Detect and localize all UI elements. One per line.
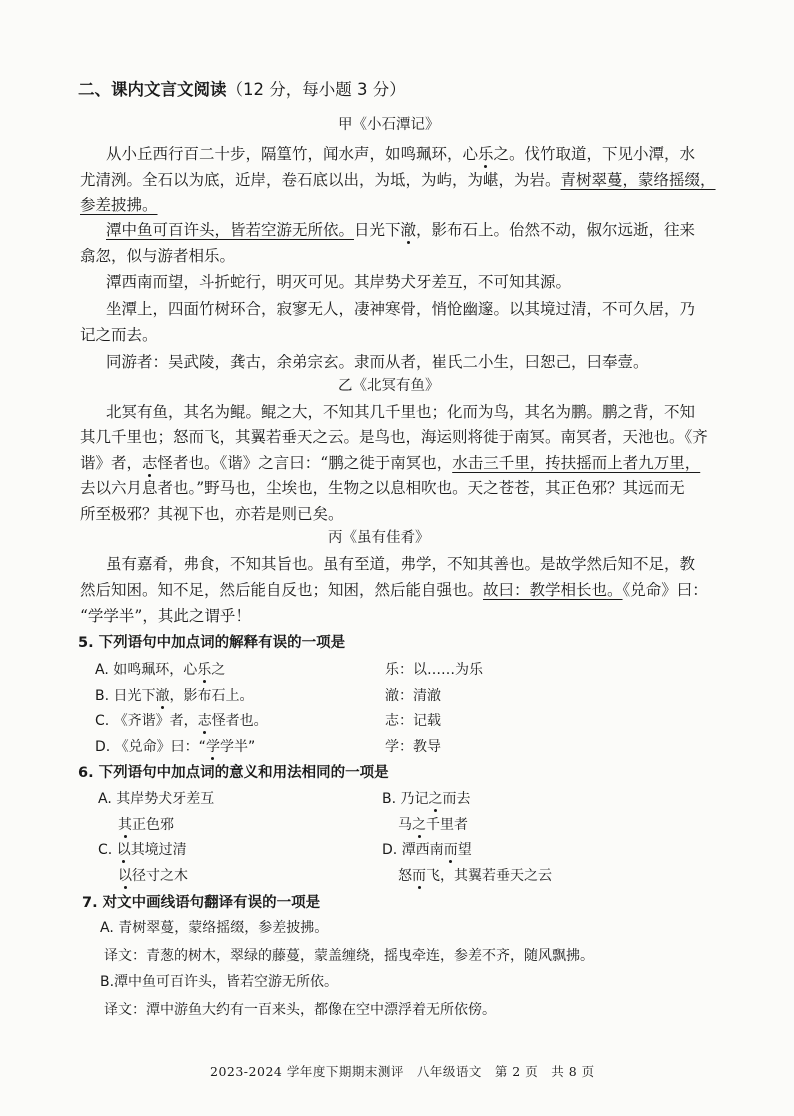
- q6-option-b[interactable]: B. 乃记之而去: [382, 791, 471, 807]
- dotted-char: 以: [116, 842, 131, 858]
- dotted-char: 乐: [478, 145, 494, 163]
- q5-option-d-definition: 学：教导: [385, 739, 441, 755]
- passage-a-line: 同游者：吴武陵，龚古，余弟宗玄。隶而从者，崔氏二小生，曰恕己，曰奉壹。: [106, 353, 649, 371]
- dotted-char: 澈: [400, 221, 417, 239]
- q7-option-b-translation: 译文：潭中游鱼大约有一百来头，都像在空中漂浮着无所依傍。: [104, 1002, 496, 1018]
- underlined-sentence: 青树翠蔓，蒙络摇缀，: [560, 171, 716, 189]
- q7-option-a-translation: 译文：青葱的树木，翠绿的藤蔓，蒙盖缠绕，摇曳牵连，参差不齐，随风飘拂。: [104, 948, 594, 964]
- passage-a-line: 从小丘西行百二十步，隔篁竹，闻水声，如鸣珮环，心乐之。伐竹取道，下见小潭，水: [106, 145, 696, 163]
- underlined-sentence: 故曰：教学相长也。: [483, 581, 623, 599]
- underlined-sentence: 参差披拂。: [80, 196, 158, 214]
- passage-b-title: 乙《北冥有鱼》: [338, 378, 440, 394]
- q7-option-b[interactable]: B.潭中鱼可百许头，皆若空游无所依。: [100, 974, 339, 990]
- q5-option-b[interactable]: B. 日光下澈，影布石上。: [95, 688, 254, 704]
- q6-option-d[interactable]: D. 潭西南而望: [382, 842, 472, 858]
- passage-a-title: 甲《小石潭记》: [338, 117, 440, 133]
- q6-option-b-compare: 马之千里者: [398, 817, 468, 833]
- passage-b-line: 去以六月息者也。”野马也，尘埃也，生物之以息相吹也。天之苍苍，其正色邪？其远而无: [80, 479, 685, 497]
- dotted-char: 志: [142, 454, 158, 472]
- passage-c-line: “学学半”，其此之谓乎！: [80, 607, 251, 625]
- passage-a-line: 记之而去。: [80, 326, 158, 344]
- dotted-char: 乐: [197, 662, 212, 678]
- passage-c-line: 虽有嘉肴，弗食，不知其旨也。虽有至道，弗学，不知其善也。是故学然后知不足，教: [106, 555, 696, 573]
- underlined-sentence: 水击三千里，抟扶摇而上者九万里，: [452, 454, 701, 472]
- q5-option-a[interactable]: A. 如鸣珮环，心乐之: [95, 662, 226, 678]
- passage-b-line: 谐》者，志怪者也。《谐》之言曰：“鹏之徙于南冥也，水击三千里，抟扶摇而上者九万里，: [80, 454, 701, 472]
- q6-option-c-compare: 以径寸之木: [118, 868, 188, 884]
- q5-option-b-definition: 澈：清澈: [385, 688, 441, 704]
- q6-option-d-compare: 怒而飞，其翼若垂天之云: [398, 868, 552, 884]
- section-title: [78, 80, 406, 100]
- q5-option-d[interactable]: D. 《兑命》曰：“学学半”: [95, 739, 256, 755]
- q6-option-a[interactable]: A. 其岸势犬牙差互: [98, 791, 215, 807]
- q6-option-a-compare: 其正色邪: [118, 817, 174, 833]
- passage-c-line: 然后知困。知不足，然后能自反也；知困，然后能自强也。故曰：教学相长也。《兑命》曰：: [80, 581, 708, 599]
- q7-option-a[interactable]: A. 青树翠蔓，蒙络摇缀，参差披拂。: [100, 920, 329, 936]
- passage-b-line: 其几千里也；怒而飞，其翼若垂天之云。是鸟也，海运则将徙于南冥。南冥者，天池也。《齐: [80, 428, 708, 446]
- passage-b-line: 北冥有鱼，其名为鲲。鲲之大，不知其几千里也；化而为鸟，其名为鹏。鹏之背，不知: [106, 403, 696, 421]
- question-6-stem: 6. 下列语句中加点词的意义和用法相同的一项是: [78, 765, 389, 781]
- section-title-text: 二、课内文言文阅读: [78, 80, 227, 99]
- dotted-char: 学: [205, 739, 220, 755]
- underlined-sentence: 潭中鱼可百许头，皆若空游无所依。: [106, 221, 355, 239]
- dotted-char: 而: [412, 868, 426, 884]
- passage-a-line: 尤清洌。全石以为底，近岸，卷石底以出，为坻，为屿，为嵁，为岩。青树翠蔓，蒙络摇缀，: [80, 171, 716, 189]
- dotted-char: 之: [428, 791, 443, 807]
- passage-a-line: 潭西南而望，斗折蛇行，明灭可见。其岸势犬牙差互，不可知其源。: [106, 273, 572, 291]
- dotted-char: 澈: [155, 688, 170, 704]
- question-5-stem: 5. 下列语句中加点词的解释有误的一项是: [78, 635, 346, 651]
- section-score-note: （12 分，每小题 3 分）: [226, 80, 406, 99]
- page-footer: 2023-2024 学年度下期期末测评 八年级语文 第 2 页 共 8 页: [210, 1064, 595, 1079]
- dotted-char: 志: [197, 713, 212, 729]
- dotted-char: 而: [443, 842, 458, 858]
- q5-option-c[interactable]: C. 《齐谐》者，志怪者也。: [95, 713, 268, 729]
- dotted-char: 以: [118, 868, 132, 884]
- passage-a-line: [80, 195, 158, 215]
- dotted-char: 之: [412, 817, 426, 833]
- passage-c-title: 丙《虽有佳肴》: [328, 530, 430, 546]
- passage-a-line: 潭中鱼可百许头，皆若空游无所依。日光下澈，影布石上。佁然不动，俶尔远逝，往来: [106, 221, 696, 239]
- dotted-char: 其: [118, 817, 132, 833]
- passage-a-line: 翕忽，似与游者相乐。: [80, 247, 236, 265]
- q5-option-a-definition: 乐：以……为乐: [385, 662, 483, 678]
- passage-a-line: 坐潭上，四面竹树环合，寂寥无人，凄神寒骨，悄怆幽邃。以其境过清，不可久居，乃: [106, 300, 696, 318]
- q5-option-c-definition: 志：记载: [385, 713, 441, 729]
- q6-option-c[interactable]: C. 以其境过清: [98, 842, 187, 858]
- question-7-stem: 7. 对文中画线语句翻译有误的一项是: [82, 895, 321, 911]
- passage-b-line: 所至极邪？其视下也，亦若是则已矣。: [80, 505, 344, 523]
